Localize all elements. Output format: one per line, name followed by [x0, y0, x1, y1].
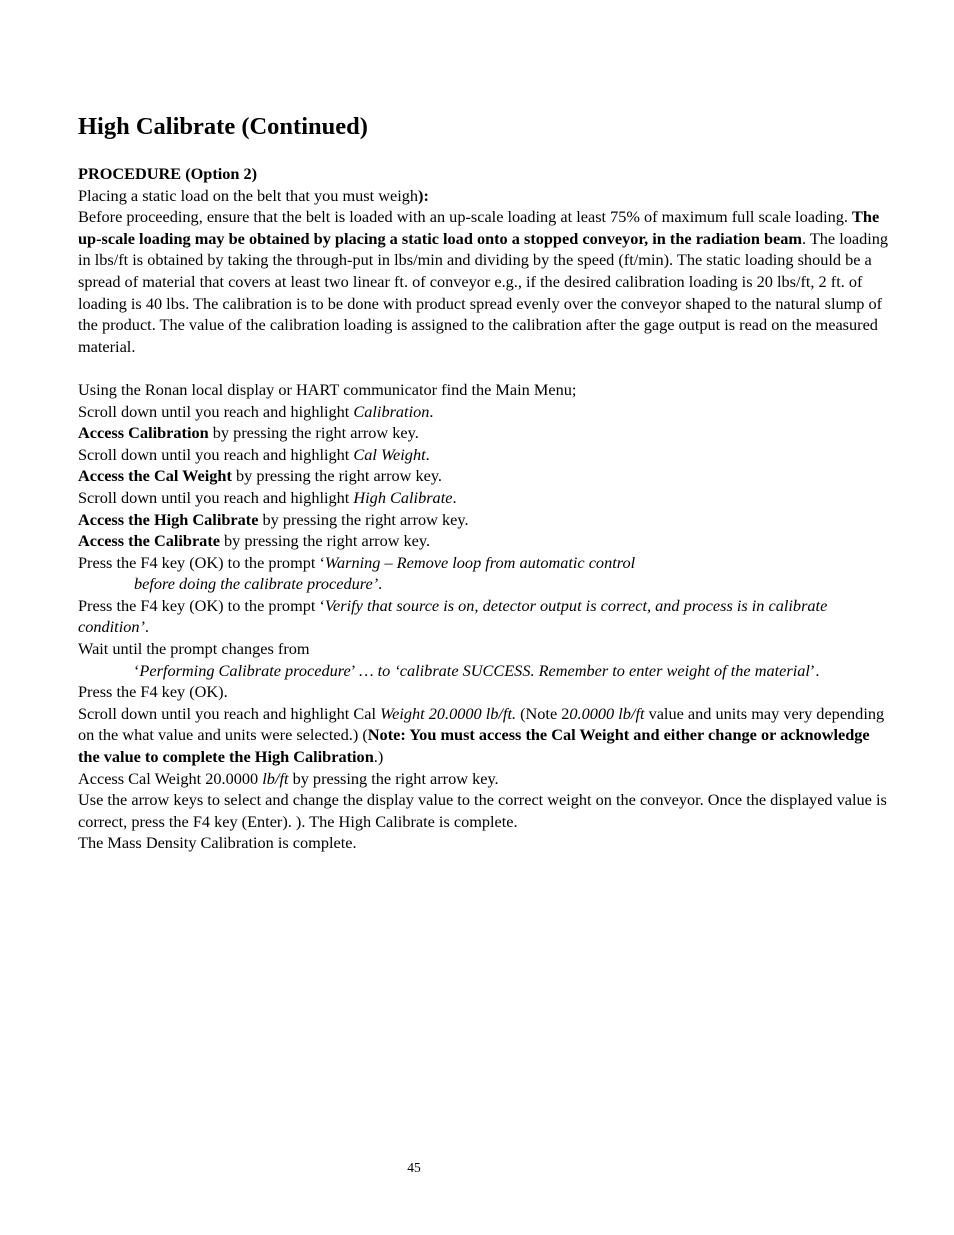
- page-title: High Calibrate (Continued): [78, 113, 368, 140]
- step-scroll-cal-weight-value: [78, 703, 890, 768]
- step-end: .): [373, 747, 384, 767]
- step-access-cal-weight-value: [78, 768, 890, 790]
- step-text: by pressing the right arrow key.: [288, 768, 499, 788]
- step-bold: Access the Calibrate: [78, 531, 220, 551]
- step-verify-prompt: [78, 595, 890, 638]
- spacer: [78, 357, 890, 379]
- important-note: Note: You must access the Cal Weight and either change or acknowledge the value to complete the High Calibration: [78, 725, 870, 767]
- menu-item-cal-weight: Cal Weight: [353, 444, 426, 464]
- step-use-arrow-keys: Use the arrow keys to select and change the display value to the correct weight on the conveyor. Once the displayed value is correct, press the F4 key (Enter). ). The High Calibrate is complete.: [78, 790, 887, 831]
- step-wait: Wait until the prompt changes from: [78, 639, 310, 659]
- step-wait-prompt: [78, 660, 890, 682]
- placing-text: Placing a static load on the belt that you must weigh: [78, 185, 419, 205]
- step-text: Press the F4 key (OK) to the prompt ‘: [78, 552, 325, 572]
- step-end: .: [144, 617, 149, 637]
- prompt-warning: Warning – Remove loop from automatic control: [324, 552, 636, 572]
- step-text: value and units may very depending on the what value and units were selected.) (: [78, 703, 885, 745]
- step-scroll-cal-weight: [78, 444, 890, 466]
- step-complete: The Mass Density Calibration is complete.: [78, 833, 357, 853]
- step-access-calibration: [78, 422, 890, 444]
- document-body: [78, 112, 890, 854]
- step-text: by pressing the right arrow key.: [231, 466, 443, 486]
- step-scroll-high-calibrate: [78, 487, 890, 509]
- step-text: Scroll down until you reach and highlight: [78, 401, 354, 421]
- step-text: Scroll down until you reach and highlight Cal: [78, 703, 381, 723]
- step-warning-prompt-cont: [78, 573, 890, 595]
- step-text: Access Cal Weight 20.0000: [78, 768, 263, 788]
- step-end: .: [378, 574, 383, 594]
- step-warning-prompt: [78, 552, 890, 574]
- cal-weight-note-value: 0.0000 lb/ft: [569, 703, 645, 723]
- step-text: Scroll down until you reach and highlight: [78, 444, 354, 464]
- procedure-heading: [78, 163, 890, 185]
- step-access-high-calibrate: [78, 509, 890, 531]
- before-text-b: . The loading in lbs/ft is obtained by taking the through-put in lbs/min and dividing by the speed (ft/min). The static loading should be a spread of material that covers at least two linear ft. of conveyor e.g., if the desired calibration loading is 20 lbs/ft, 2 ft. of loading is 40 lbs. The calibration is to be done with product spread evenly over the conveyor shaped to the natural slump of the product. The value of the calibration loading is assigned to the calibration after the gage output is read on the measured material.: [78, 228, 889, 356]
- prompt-performing: Performing Calibrate procedure: [139, 660, 351, 680]
- before-text-bold: The up-scale loading may be obtained by placing a static load onto a stopped conveyor, in the radiation beam: [78, 207, 880, 248]
- step-main-menu: Using the Ronan local display or HART communicator find the Main Menu;: [78, 379, 577, 399]
- quote-close: ’: [350, 660, 360, 680]
- step-end: ’.: [809, 660, 820, 680]
- step-bold: Access the High Calibrate: [78, 509, 259, 529]
- prompt-verify: Verify that source is on, detector output is correct, and process is in calibrate condition’: [78, 595, 828, 637]
- step-end: .: [429, 401, 434, 421]
- step-end: .: [425, 444, 430, 464]
- menu-item-calibration: Calibration: [353, 401, 430, 421]
- placing-line: [78, 185, 890, 207]
- prompt-success: … to ‘calibrate SUCCESS. Remember to enter weight of the material: [359, 660, 810, 680]
- unit-text: lb/ft: [262, 768, 289, 788]
- step-text: by pressing the right arrow key.: [208, 423, 419, 443]
- step-end: .: [452, 487, 457, 507]
- step-press-f4: Press the F4 key (OK).: [78, 682, 228, 702]
- placing-end: ):: [418, 185, 429, 205]
- before-paragraph: [78, 206, 890, 357]
- step-scroll-calibration: [78, 401, 890, 423]
- step-text: by pressing the right arrow key.: [258, 509, 469, 529]
- step-text: by pressing the right arrow key.: [219, 531, 431, 551]
- prompt-warning-cont: before doing the calibrate procedure’: [134, 574, 379, 594]
- quote-open: ‘: [134, 660, 140, 680]
- before-text-a: Before proceeding, ensure that the belt is loaded with an up-scale loading at least 75% of maximum full scale loading.: [78, 207, 853, 227]
- procedure-heading-text: PROCEDURE (Option 2): [78, 164, 258, 183]
- step-bold: Access the Cal Weight: [78, 466, 232, 486]
- step-text: (Note 2: [516, 703, 570, 723]
- step-access-cal-weight: [78, 465, 890, 487]
- cal-weight-value: Weight 20.0000 lb/ft.: [380, 703, 517, 723]
- step-access-calibrate: [78, 530, 890, 552]
- step-bold: Access Calibration: [78, 423, 209, 443]
- step-text: Scroll down until you reach and highlight: [78, 487, 354, 507]
- step-text: Press the F4 key (OK) to the prompt ‘: [78, 595, 325, 615]
- menu-item-high-calibrate: High Calibrate: [353, 487, 453, 507]
- page-number: 45: [407, 1160, 421, 1175]
